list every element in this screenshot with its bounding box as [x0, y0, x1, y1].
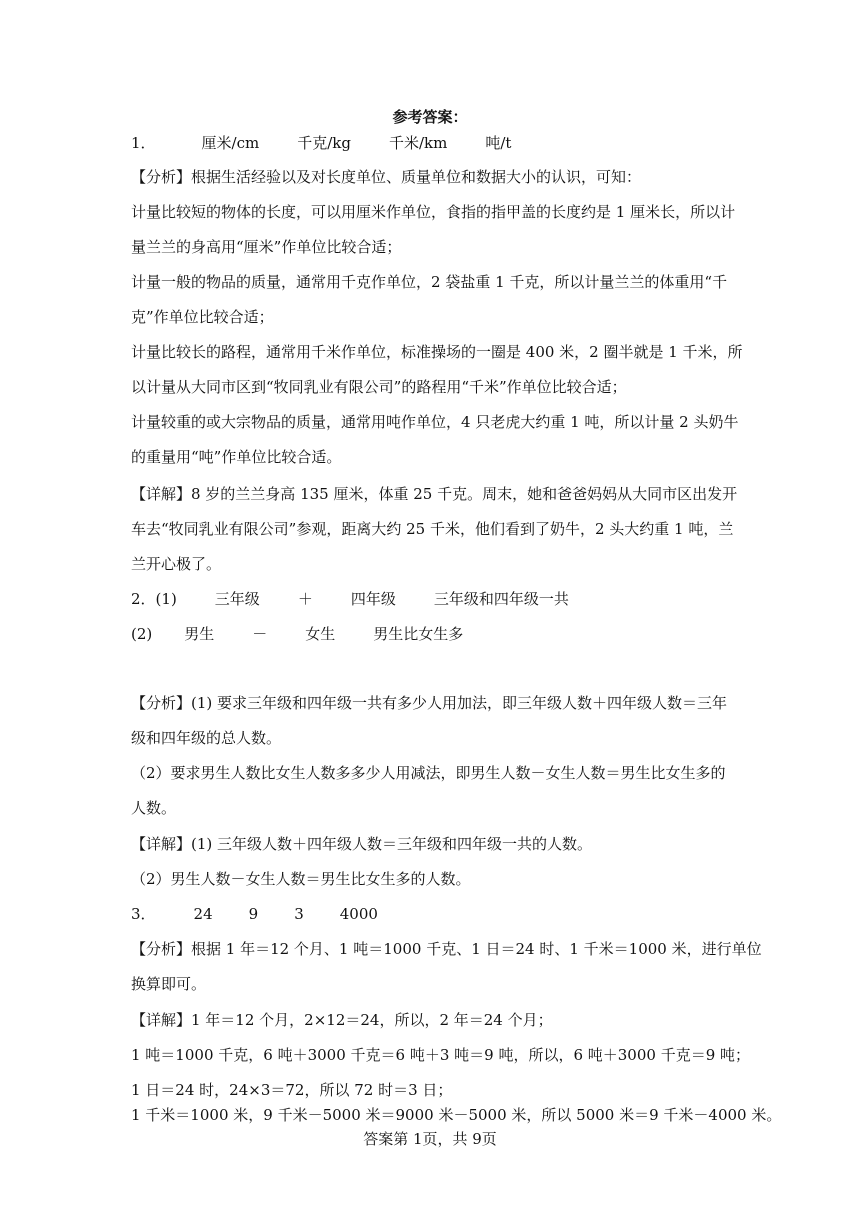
q2-answer: 男生 [184, 625, 215, 643]
q1-analysis-line: 以计量从大同市区到“牧同乳业有限公司”的路程用“千米”作单位比较合适； [131, 378, 627, 396]
q3-answer: 3 [294, 905, 304, 923]
q3-analysis-line: 【分析】根据 1 年＝12 个月、1 吨＝1000 千克、1 日＝24 时、1 千米＝1000 米，进行单位 [131, 940, 762, 958]
q2-number: 2．(1) [131, 590, 177, 608]
q2-analysis-line: （2）要求男生人数比女生人数多多少人用减法，即男生人数－女生人数＝男生比女生多的 [131, 764, 726, 782]
q2-analysis-line: 人数。 [131, 799, 177, 817]
q3-analysis-line: 换算即可。 [131, 975, 207, 993]
q2-analysis-line: 【分析】(1) 要求三年级和四年级一共有多少人用加法，即三年级人数＋四年级人数＝三年 [131, 694, 728, 712]
q2-answer-row-2 [131, 624, 463, 644]
q1-analysis-line: 计量比较短的物体的长度，可以用厘米作单位，食指的指甲盖的长度约是 1 厘米长，所以计 [131, 203, 736, 221]
q1-answer-row [131, 133, 511, 153]
q3-detail-line: 1 千米＝1000 米，9 千米－5000 米＝9000 米－5000 米，所以 5000 米＝9 千米－4000 米。 [131, 1106, 782, 1124]
q3-answer: 9 [248, 905, 259, 923]
q2-sub-number: (2) [131, 625, 153, 643]
q2-answer: 三年级 [214, 590, 260, 608]
page-title: 参考答案： [392, 108, 468, 126]
q2-answer: 三年级和四年级一共 [433, 590, 569, 608]
q1-number: 1． [131, 134, 156, 152]
q3-detail-line: 【详解】1 年＝12 个月，2×12＝24，所以，2 年＝24 个月； [131, 1011, 553, 1029]
q1-analysis-line: 计量一般的物品的质量，通常用千克作单位，2 袋盐重 1 千克，所以计量兰兰的体重用“千 [131, 273, 728, 291]
q3-detail-line: 1 日＝24 时，24×3＝72，所以 72 时＝3 日； [131, 1081, 453, 1099]
q1-detail-line: 车去“牧同乳业有限公司”参观，距离大约 25 千米，他们看到了奶牛，2 头大约重 1 吨，兰 [131, 520, 734, 538]
q3-number: 3． [131, 905, 156, 923]
q1-answer: 千克/kg [297, 134, 351, 152]
q3-detail-line: 1 吨＝1000 千克，6 吨＋3000 千克＝6 吨＋3 吨＝9 吨，所以，6 吨＋3000 千克＝9 吨； [131, 1046, 751, 1064]
q1-analysis-line: 计量比较长的路程，通常用千米作单位，标准操场的一圈是 400 米，2 圈半就是 1 千米，所 [131, 343, 743, 361]
q1-detail-line: 兰开心极了。 [131, 555, 222, 573]
q2-answer: － [252, 625, 268, 643]
q2-answer-row-1 [131, 589, 569, 609]
q1-answer: 厘米/cm [201, 134, 260, 152]
q1-analysis-line: 量兰兰的身高用“厘米”作单位比较合适； [131, 238, 402, 256]
q3-answer: 24 [193, 905, 213, 923]
q2-detail-line: 【详解】(1) 三年级人数＋四年级人数＝三年级和四年级一共的人数。 [131, 835, 593, 853]
q3-answer: 4000 [339, 905, 378, 923]
q2-answer: 四年级 [350, 590, 396, 608]
q1-detail-line: 【详解】8 岁的兰兰身高 135 厘米，体重 25 千克。周末，她和爸爸妈妈从大同市区出发开 [131, 485, 738, 503]
q3-answer-row [131, 904, 378, 924]
q1-answer: 吨/t [485, 134, 512, 152]
q2-analysis-line: 级和四年级的总人数。 [131, 729, 282, 747]
q1-analysis-line: 计量较重的或大宗物品的质量，通常用吨作单位，4 只老虎大约重 1 吨，所以计量 2 头奶牛 [131, 413, 739, 431]
q2-answer: ＋ [297, 590, 313, 608]
q1-analysis-line: 的重量用“吨”作单位比较合适。 [131, 448, 342, 466]
q2-answer: 男生比女生多 [373, 625, 464, 643]
q1-analysis-line: 克”作单位比较合适； [131, 308, 274, 326]
page-footer: 答案第 1页，共 9页 [363, 1130, 497, 1148]
q1-analysis-line: 【分析】根据生活经验以及对长度单位、质量单位和数据大小的认识，可知： [131, 168, 642, 186]
q2-detail-line: （2）男生人数－女生人数＝男生比女生多的人数。 [131, 870, 471, 888]
q2-answer: 女生 [305, 625, 336, 643]
q1-answer: 千米/km [388, 134, 448, 152]
